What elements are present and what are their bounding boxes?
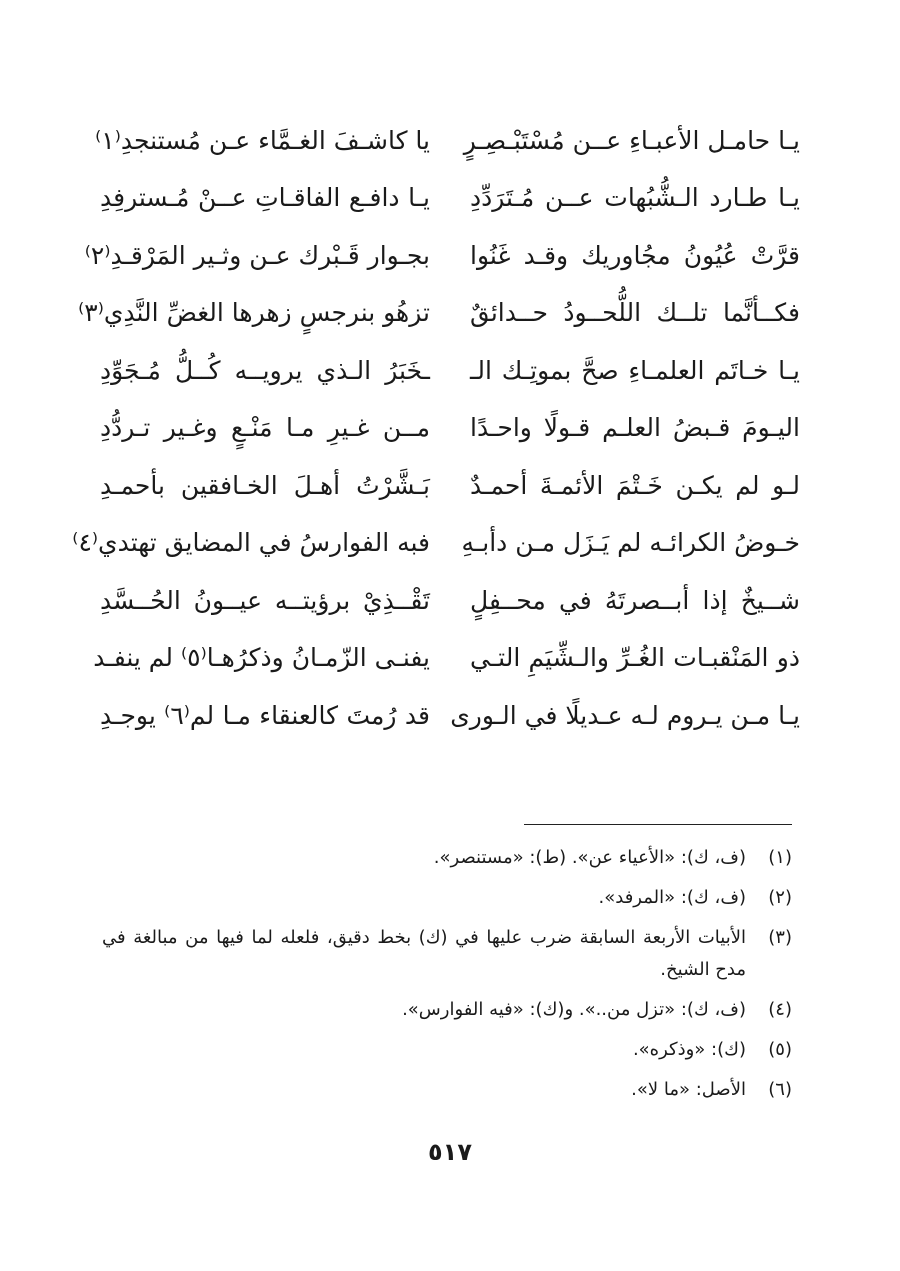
- footnote: [102, 922, 792, 986]
- verse-first-hemistich: يـا طـارد الـشُّبُهات عــن مُـتَرَدِّدِ: [470, 183, 800, 213]
- verse-first-hemistich: خـوضُ الكرائـه لم يَـزَل مـن دأبـهِ: [461, 528, 800, 558]
- verse-second-hemistich: مــن غـيرِ مـا مَنْـعٍ وغـير تـردُّدِ: [100, 413, 430, 443]
- footnote-text: (ف، ك): «الأعياء عن». (ط): «مستنصر».: [433, 847, 746, 868]
- verse-first-hemistich: شــيخٌ إذا أبــصرتَهُ في محــفِلٍ: [470, 585, 800, 615]
- verse-second-hemistich: فبه الفوارسُ في المضايق تهتدي⁽٤⁾: [72, 528, 430, 558]
- poem: [72, 112, 800, 745]
- verse-line: [100, 687, 800, 745]
- verse-line: [100, 170, 800, 228]
- verse-line: [78, 285, 800, 343]
- verse-second-hemistich: ـخَبَرُ الـذي يرويــه كُــلُّ مُـجَوِّدِ: [100, 355, 430, 385]
- verse-second-hemistich: قد رُمتَ كالعنقاء مـا لم⁽٦⁾ يوجـدِ: [100, 700, 430, 730]
- footnote: [102, 994, 792, 1026]
- footnote-separator: [524, 824, 792, 825]
- verse-second-hemistich: تَقْــذِيْ برؤيتــه عيــونُ الحُــسَّدِ: [100, 585, 430, 615]
- footnote-number: (١): [768, 847, 792, 868]
- verse-second-hemistich: بَـشَّرْتُ أهـلَ الخـافقين بأحمـدِ: [100, 470, 430, 500]
- footnote-number: (٤): [768, 999, 792, 1020]
- footnote-text: الأبيات الأربعة السابقة ضرب عليها في (ك) بخط دقيق، فلعله لما فيها من مبالغة في مدح الشيخ.: [102, 927, 746, 980]
- verse-second-hemistich: يـا دافـع الفاقـاتِ عــنْ مُـسترفِدِ: [100, 183, 430, 213]
- footnote-text: (ف، ك): «المرفد».: [598, 887, 746, 908]
- footnote: [102, 1034, 792, 1066]
- verse-second-hemistich: يا كاشـفَ الغـمَّاء عـن مُستنجدِ⁽١⁾: [95, 125, 430, 155]
- verse-line: [84, 227, 800, 285]
- verse-first-hemistich: اليـومَ قـبضُ العلـم قـولًا واحـدًا: [470, 413, 800, 443]
- verse-line: [93, 630, 800, 688]
- footnote-number: (٢): [768, 887, 792, 908]
- footnote: [102, 842, 792, 874]
- verse-line: [100, 572, 800, 630]
- verse-first-hemistich: يـا مـن يـروم لـه عـديلًا في الـورى: [450, 700, 800, 730]
- page-number: ٥١٧: [428, 1138, 472, 1166]
- verse-line: [95, 112, 800, 170]
- verse-second-hemistich: تزهُو بنرجسٍ زهرها الغضِّ النَّدِي⁽٣⁾: [78, 298, 430, 328]
- footnotes: [102, 842, 792, 1114]
- footnote-text: الأصل: «ما لا».: [631, 1079, 746, 1100]
- footnote: [102, 1074, 792, 1106]
- footnote: [102, 882, 792, 914]
- verse-first-hemistich: فكــأنَّما تلــك اللُّحــودُ حــدائقٌ: [470, 298, 800, 328]
- verse-line: [100, 342, 800, 400]
- verse-first-hemistich: يـا خـاتَم العلمـاءِ صحَّ بموتِـك الـ: [470, 355, 800, 385]
- verse-first-hemistich: لـو لم يكـن خَـتْمَ الأئمـةَ أحمـدٌ: [470, 470, 800, 500]
- verse-first-hemistich: قرَّتْ عُيُونُ مجُاوريك وقـد غَنُوا: [470, 240, 800, 270]
- footnote-number: (٥): [768, 1039, 792, 1060]
- verse-first-hemistich: يـا حامـل الأعبـاءِ عــن مُسْتَبْـصِـرٍ: [463, 125, 800, 155]
- verse-second-hemistich: بجـوار قَـبْرك عـن وثـير المَرْقـدِ⁽٢⁾: [84, 240, 430, 270]
- footnote-number: (٦): [768, 1079, 792, 1100]
- verse-second-hemistich: يفنـى الزّمـانُ وذكرُهـا⁽٥⁾ لم ينفـد: [93, 643, 430, 673]
- footnote-text: (ك): «وذكره».: [632, 1039, 746, 1060]
- verse-first-hemistich: ذو المَنْقبـات الغُـرِّ والـشِّيَمِ التـي: [470, 643, 800, 673]
- verse-line: [72, 515, 800, 573]
- footnote-number: (٣): [768, 927, 792, 948]
- footnote-text: (ف، ك): «تزل من..». و(ك): «فيه الفوارس».: [402, 999, 746, 1020]
- verse-line: [100, 400, 800, 458]
- verse-line: [100, 457, 800, 515]
